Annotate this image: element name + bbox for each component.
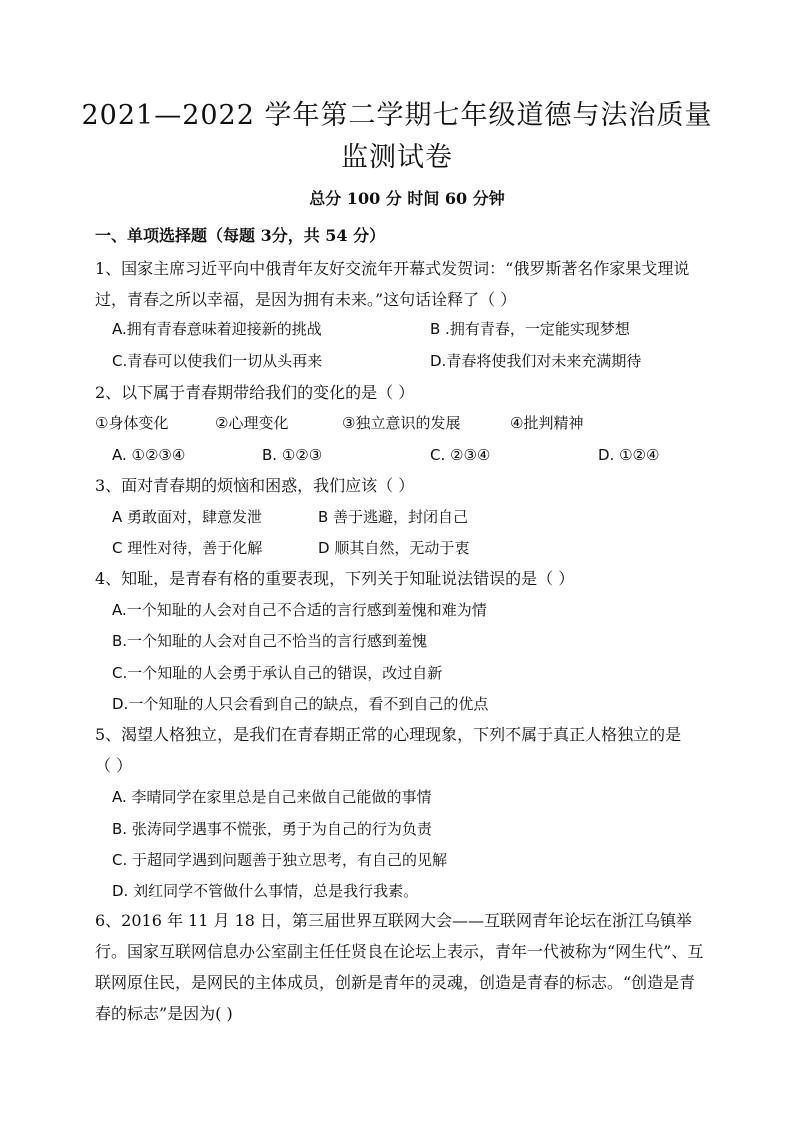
q1-option-c: C.青春可以使我们一切从头再来 [112, 352, 323, 370]
q2-option-a: A. ①②③④ [112, 446, 186, 464]
q5-option-d: D. 刘红同学不管做什么事情，总是我行我素。 [112, 882, 419, 900]
q3-option-b: B 善于逃避，封闭自己 [318, 508, 469, 526]
q2-option-b: B. ①②③ [262, 446, 323, 464]
q1-stem-line1: 1、国家主席习近平向中俄青年友好交流年开幕式发贺词：“俄罗斯著名作家果戈理说 [95, 259, 690, 278]
q3-option-a: A 勇敢面对，肆意发泄 [112, 508, 263, 526]
q2-option-d: D. ①②④ [598, 446, 660, 464]
q2-item-4: ④批判精神 [510, 414, 584, 432]
q5-stem-line1: 5、渴望人格独立，是我们在青春期正常的心理现象，下列不属于真正人格独立的是 [95, 725, 682, 744]
q4-stem: 4、知耻，是青春有格的重要表现，下列关于知耻说法错误的是（ ） [95, 569, 575, 588]
q1-option-d: D.青春将使我们对未来充满期待 [430, 352, 642, 370]
q5-stem-line2: （ ） [95, 756, 133, 775]
q2-option-c: C. ②③④ [430, 446, 491, 464]
q2-item-2: ②心理变化 [215, 414, 289, 432]
q5-option-a: A. 李晴同学在家里总是自己来做自己能做的事情 [112, 788, 432, 806]
q1-option-a: A.拥有青春意味着迎接新的挑战 [112, 320, 322, 338]
q5-option-b: B. 张涛同学遇事不慌张，勇于为自己的行为负责 [112, 820, 432, 838]
exam-title-line1: 2021—2022 学年第二学期七年级道德与法治质量 [81, 100, 713, 131]
q4-option-d: D.一个知耻的人只会看到自己的缺点，看不到自己的优点 [112, 695, 489, 713]
exam-score-time: 总分 100 分 时间 60 分钟 [309, 189, 505, 208]
q3-option-c: C 理性对待，善于化解 [112, 539, 263, 557]
q4-option-b: B.一个知耻的人会对自己不恰当的言行感到羞愧 [112, 632, 428, 650]
q3-option-d: D 顺其自然，无动于衷 [318, 539, 470, 557]
q6-stem: 6、2016 年 11 月 18 日，第三届世界互联网大会——互联网青年论坛在浙江乌镇举行。国家互联网信息办公室副主任任贤良在论坛上表示，青年一代被称为“网生代”、互联网原住民，是网民的主体成员，创新是青年的灵魂，创造是青春的标志。“创造是青春的标志”是因为( ) [95, 911, 704, 1023]
q4-option-c: C.一个知耻的人会勇于承认自己的错误，改过自新 [112, 664, 443, 682]
q2-item-3: ③独立意识的发展 [342, 414, 461, 432]
q5-option-c: C. 于超同学遇到问题善于独立思考，有自己的见解 [112, 851, 448, 869]
exam-title-line2: 监测试卷 [341, 142, 453, 173]
q2-stem: 2、以下属于青春期带给我们的变化的是（ ） [95, 383, 415, 402]
q1-option-b: B .拥有青春，一定能实现梦想 [430, 320, 630, 338]
q4-option-a: A.一个知耻的人会对自己不合适的言行感到羞愧和难为情 [112, 601, 487, 619]
section-heading: 一、单项选择题（每题 3分，共 54 分） [95, 226, 386, 245]
q3-stem: 3、面对青春期的烦恼和困惑，我们应该（ ） [95, 476, 415, 495]
q1-stem-line2: 过，青春之所以幸福，是因为拥有未来。”这句话诠释了（ ） [95, 290, 517, 309]
q2-item-1: ①身体变化 [95, 414, 169, 432]
